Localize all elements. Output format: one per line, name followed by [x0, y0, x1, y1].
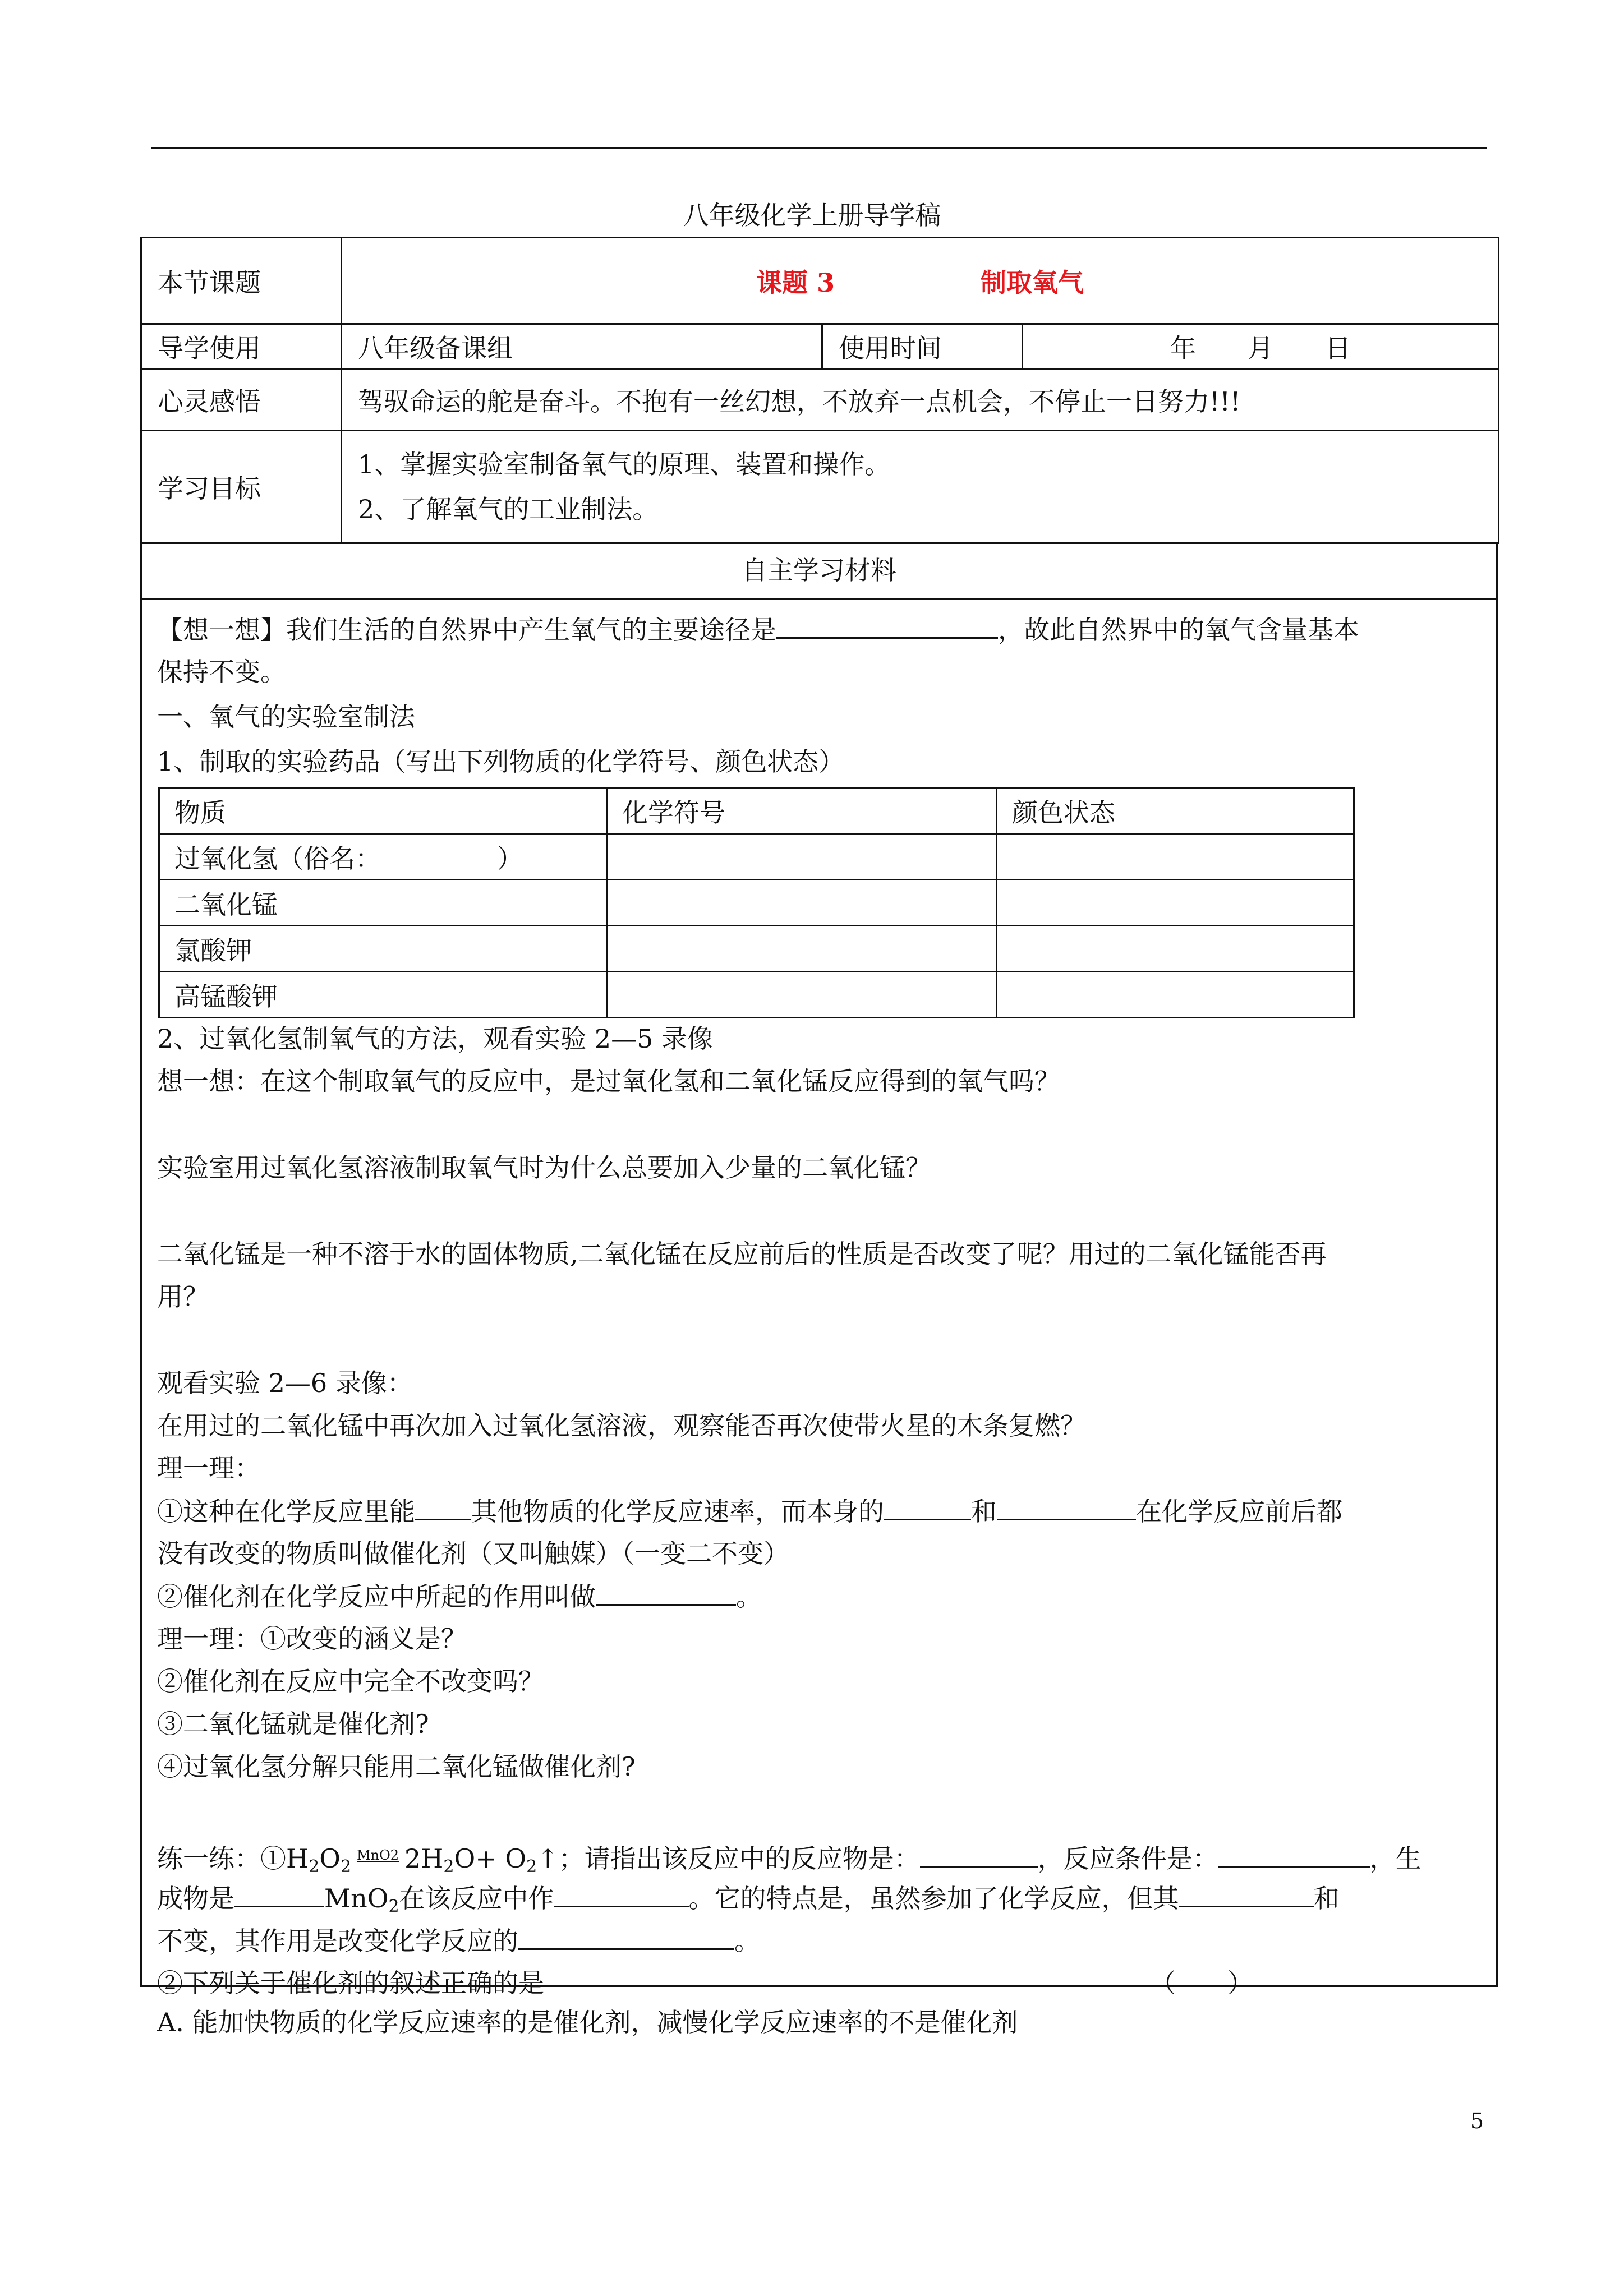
paragraph: 理一理：①改变的涵义是？: [157, 1624, 467, 1654]
motto-value: 驾驭命运的舵是奋斗。不抱有一丝幻想，不放弃一点机会，不停止一日努力!!!: [342, 369, 1499, 431]
text: 。: [736, 1582, 762, 1612]
catalyst-definition: [157, 1494, 1342, 1528]
state-cell[interactable]: [997, 880, 1354, 926]
goal-item: 2、了解氧气的工业制法。: [358, 494, 659, 524]
reagent-table: [158, 787, 1355, 1018]
subsection-heading: 1、制取的实验药品（写出下列物质的化学符号、颜色状态）: [157, 746, 845, 777]
text: MnO: [324, 1883, 389, 1914]
column-header: 颜色状态: [997, 788, 1354, 834]
column-header: 物质: [159, 788, 607, 834]
answer-blank[interactable]: [518, 1924, 734, 1950]
text: ，生: [1369, 1843, 1421, 1874]
paragraph: 在用过的二氧化锰中再次加入过氧化氢溶液，观察能否再次使带火星的木条复燃？: [157, 1410, 1086, 1441]
paragraph: 2、过氧化氢制氧气的方法，观看实验 2—5 录像: [157, 1023, 714, 1054]
paragraph: 理一理：: [157, 1453, 260, 1483]
subscript: 2: [388, 1897, 399, 1916]
text: 在该反应中作: [399, 1883, 554, 1914]
lesson-title: [342, 238, 1499, 324]
answer-blank[interactable]: [596, 1579, 736, 1606]
substance-cell: 二氧化锰: [159, 880, 607, 926]
section-title: 自主学习材料: [140, 542, 1498, 600]
text: 其他物质的化学反应速率，而本身的: [471, 1496, 884, 1527]
subscript: 2: [526, 1857, 537, 1877]
subscript: 2: [340, 1857, 352, 1877]
exercise-line-1: [157, 1838, 1421, 1884]
subscript: 2: [309, 1857, 320, 1877]
text: ①这种在化学反应里能: [157, 1496, 415, 1527]
paragraph: 二氧化锰是一种不溶于水的固体物质,二氧化锰在反应前后的性质是否改变了呢？用过的二氧化锰能否再: [157, 1239, 1327, 1269]
think-text-cont: ，故此自然界中的氧气含量基本: [998, 615, 1359, 645]
text: 练一练：①H: [157, 1843, 309, 1874]
substance-cell: 过氧化氢（俗名： ）: [159, 834, 607, 880]
text: 在化学反应前后都: [1136, 1496, 1342, 1527]
paragraph: 想一想：在这个制取氧气的反应中，是过氧化氢和二氧化锰反应得到的氧气吗？: [157, 1066, 1060, 1096]
time-label: 使用时间: [822, 324, 1023, 369]
text: ，反应条件是：: [1037, 1843, 1218, 1874]
state-cell[interactable]: [997, 834, 1354, 880]
text: 。它的特点是，虽然参加了化学反应，但其: [688, 1883, 1179, 1914]
paragraph: 实验室用过氧化氢溶液制取氧气时为什么总要加入少量的二氧化锰？: [157, 1152, 931, 1183]
option-a: A. 能加快物质的化学反应速率的是催化剂，减慢化学反应速率的不是催化剂: [157, 2007, 1018, 2037]
exercise-line-2: [157, 1881, 1340, 1924]
guide-value: 八年级备课组: [342, 324, 822, 369]
text: 。: [734, 1926, 760, 1956]
text: 和: [971, 1496, 997, 1527]
time-value: 年 月 日: [1023, 324, 1499, 369]
paragraph: 观看实验 2—6 录像：: [157, 1368, 413, 1398]
paragraph: ④过氧化氢分解只能用二氧化锰做催化剂?: [157, 1751, 636, 1782]
topic-label: 本节课题: [141, 238, 342, 324]
guide-label: 导学使用: [141, 324, 342, 369]
text: ②催化剂在化学反应中所起的作用叫做: [157, 1582, 596, 1612]
answer-blank[interactable]: [1218, 1841, 1370, 1868]
symbol-cell[interactable]: [607, 926, 997, 972]
substance-cell: 高锰酸钾: [159, 972, 607, 1018]
exercise-line-3: [157, 1924, 760, 1958]
lesson-info-table: [140, 237, 1499, 544]
text: 和: [1313, 1883, 1340, 1914]
goals-label: 学习目标: [141, 431, 342, 543]
text: 成物是: [157, 1883, 234, 1914]
top-rule: [151, 147, 1487, 149]
goal-item: 1、掌握实验室制备氧气的原理、装置和操作。: [358, 449, 891, 480]
answer-blank[interactable]: [234, 1881, 324, 1907]
symbol-cell[interactable]: [607, 972, 997, 1018]
goals-list: [342, 431, 1499, 543]
lesson-name: 制取氧气: [981, 267, 1084, 298]
column-header: 化学符号: [607, 788, 997, 834]
answer-blank[interactable]: [554, 1881, 689, 1907]
text: ↑；请指出该反应中的反应物是：: [537, 1843, 920, 1874]
symbol-cell[interactable]: [607, 834, 997, 880]
subscript: 2: [443, 1857, 454, 1877]
question-2: [157, 1966, 544, 2000]
state-cell[interactable]: [997, 972, 1354, 1018]
reaction-condition: MnO2: [357, 1847, 399, 1863]
text: 不变，其作用是改变化学反应的: [157, 1926, 518, 1956]
answer-blank[interactable]: [1179, 1881, 1314, 1907]
state-cell[interactable]: [997, 926, 1354, 972]
paragraph: ②催化剂在反应中完全不改变吗？: [157, 1666, 544, 1696]
answer-blank[interactable]: [884, 1494, 971, 1520]
answer-blank[interactable]: [776, 612, 998, 639]
paragraph: 用？: [157, 1281, 209, 1312]
symbol-cell[interactable]: [607, 880, 997, 926]
motto-label: 心灵感悟: [141, 369, 342, 431]
question-text: ②下列关于催化剂的叙述正确的是: [157, 1968, 544, 1998]
answer-blank[interactable]: [997, 1494, 1136, 1520]
answer-blank[interactable]: [415, 1494, 471, 1520]
text: O: [319, 1843, 341, 1874]
think-line: [157, 612, 1359, 647]
substance-cell: 氯酸钾: [159, 926, 607, 972]
paragraph: ③二氧化锰就是催化剂?: [157, 1709, 429, 1739]
think-text: 【想一想】我们生活的自然界中产生氧气的主要途径是: [157, 615, 776, 645]
document-title: 八年级化学上册导学稿: [683, 200, 941, 230]
paragraph: 没有改变的物质叫做催化剂（又叫触媒）（一变二不变）: [157, 1538, 789, 1569]
text: O+ O: [454, 1843, 527, 1874]
page-number: 5: [1470, 2109, 1484, 2133]
answer-paren[interactable]: （ ）: [1150, 1968, 1253, 1998]
lesson-number: 课题 3: [756, 267, 835, 298]
answer-blank[interactable]: [920, 1841, 1038, 1868]
text: 2H: [404, 1843, 444, 1874]
catalysis-line: [157, 1579, 762, 1613]
section-heading: 一、氧气的实验室制法: [157, 702, 415, 732]
think-line-2: 保持不变。: [157, 657, 286, 687]
